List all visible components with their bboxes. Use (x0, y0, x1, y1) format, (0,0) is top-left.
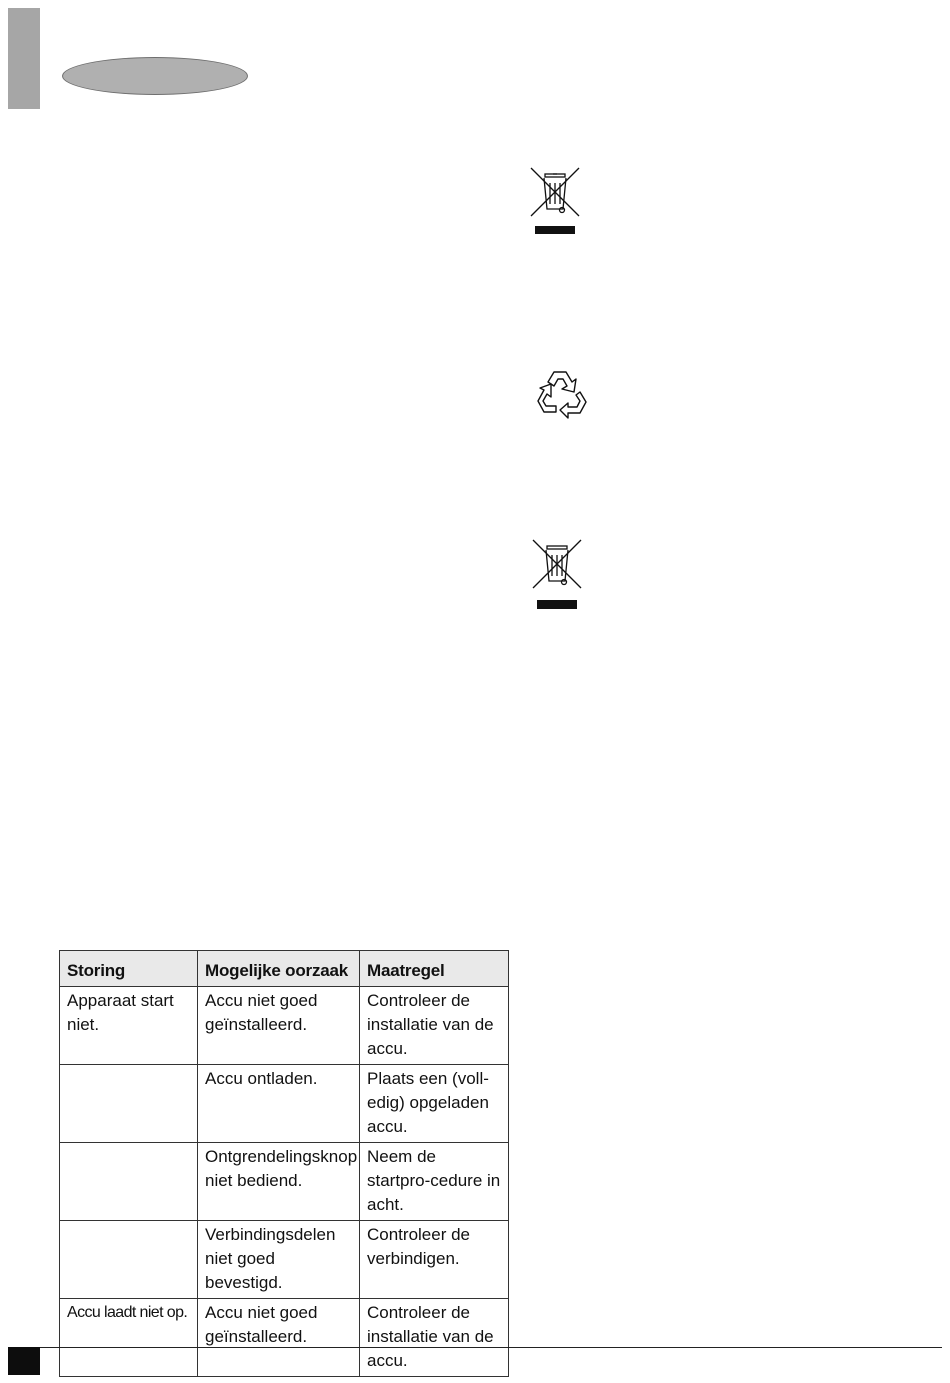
page-number-block (8, 1347, 40, 1375)
weee-bin-icon (528, 166, 582, 238)
table-row (60, 987, 509, 1065)
cell-maatregel: Controleer de installatie van de accu. (360, 1299, 509, 1377)
cell-maatregel: Controleer de verbindigen. (360, 1221, 509, 1299)
footer-rule (8, 1347, 942, 1348)
cell-maatregel: Plaats een (voll-edig) opgeladen accu. (360, 1065, 509, 1143)
troubleshooting-table (59, 950, 509, 1377)
cell-oorzaak: Accu ontladen. (198, 1065, 360, 1143)
cell-oorzaak: Verbindingsdelen niet goed bevestigd. (198, 1221, 360, 1299)
cell-storing (60, 1221, 198, 1299)
language-side-tab (8, 8, 40, 109)
cell-storing: Accu laadt niet op. (60, 1299, 198, 1377)
section-header-oval (62, 57, 248, 95)
header-storing: Storing (60, 951, 198, 987)
cell-oorzaak: Accu niet goed geïnstalleerd. (198, 1299, 360, 1377)
table-header-row (60, 951, 509, 987)
cell-oorzaak: Accu niet goed geïnstalleerd. (198, 987, 360, 1065)
cell-maatregel: Controleer de installatie van de accu. (360, 987, 509, 1065)
weee-bin-icon (530, 538, 584, 612)
cell-maatregel: Neem de startpro-cedure in acht. (360, 1143, 509, 1221)
cell-oorzaak: Ontgrendelingsknop niet bediend. (198, 1143, 360, 1221)
table-row (60, 1221, 509, 1299)
table-row (60, 1065, 509, 1143)
header-mogelijke-oorzaak: Mogelijke oorzaak (198, 951, 360, 987)
table-row (60, 1299, 509, 1377)
header-maatregel: Maatregel (360, 951, 509, 987)
recycling-icon (532, 366, 592, 422)
table-row (60, 1143, 509, 1221)
cell-storing (60, 1065, 198, 1143)
cell-storing (60, 1143, 198, 1221)
cell-storing: Apparaat start niet. (60, 987, 198, 1065)
